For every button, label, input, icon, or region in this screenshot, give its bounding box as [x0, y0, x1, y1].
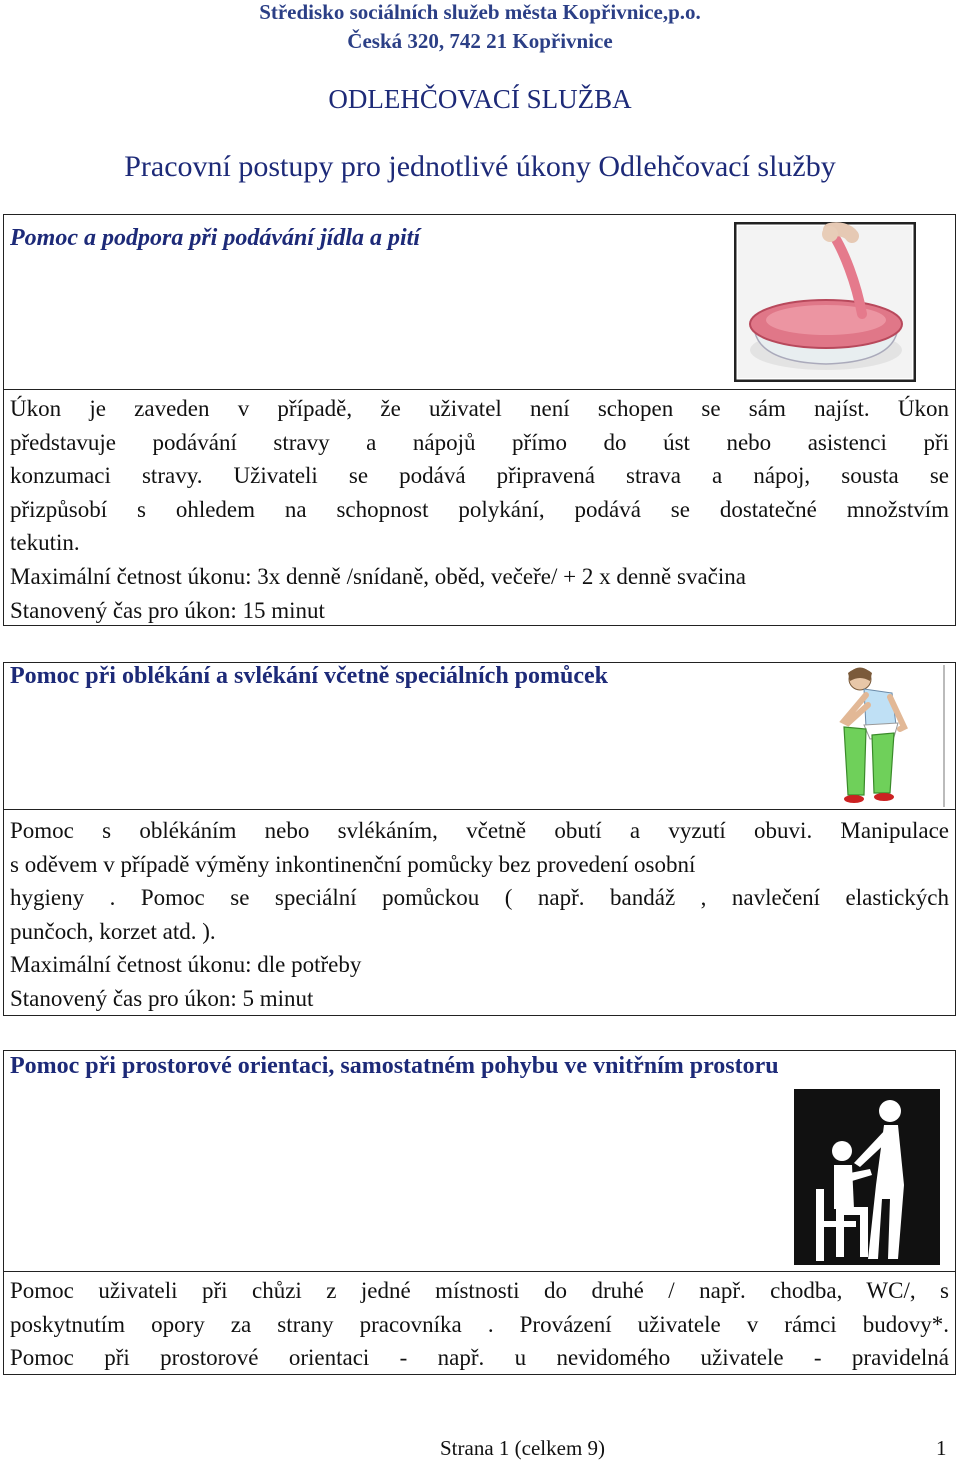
- frequency-text: Maximální četnost úkonu: dle potřeby: [10, 952, 362, 978]
- text-line: hygieny . Pomoc se speciální pomůckou ( např. bandáž , navlečení elastických: [10, 885, 949, 911]
- page-label: Strana 1 (celkem 9): [440, 1436, 606, 1460]
- text-line: přizpůsobí s ohledem na schopnost polykání, podává se dostatečné množstvím: [10, 496, 949, 522]
- section-orientation-body: [3, 1272, 956, 1375]
- text-line: představuje podávání stravy a nápojů přímo do úst nebo asistenci při: [10, 429, 949, 455]
- text-line: Pomoc uživateli při chůzi z jedné místnosti do druhé / např. chodba, WC/, s: [10, 1278, 949, 1303]
- time-text: Stanovený čas pro úkon: 15 minut: [10, 597, 325, 623]
- section-feeding-body: [3, 390, 956, 626]
- section-title: Pomoc a podpora při podávání jídla a pití: [10, 225, 421, 251]
- assist-pictogram-image: [794, 1089, 940, 1265]
- organization-address: Česká 320, 742 21 Kopřivnice: [347, 29, 613, 53]
- section-dressing-header: [3, 662, 956, 810]
- text-line: konzumaci stravy. Uživateli se podává připravená strava a nápoj, sousta se: [10, 463, 949, 489]
- text-line: punčoch, korzet atd. ).: [10, 918, 216, 944]
- section-title: Pomoc při prostorové orientaci, samostatném pohybu ve vnitřním prostoru: [10, 1053, 779, 1079]
- document-subtitle: Pracovní postupy pro jednotlivé úkony Odlehčovací služby: [124, 150, 836, 183]
- section-title: Pomoc při oblékání a svlékání včetně speciálních pomůcek: [10, 663, 609, 689]
- text-line: Pomoc při prostorové orientaci - např. u nevidomého uživatele - pravidelná: [10, 1345, 949, 1371]
- document-title: ODLEHČOVACÍ SLUŽBA: [328, 84, 632, 114]
- page-number: 1: [936, 1436, 947, 1460]
- feeding-bowl-image: [734, 222, 916, 382]
- text-line: Úkon je zaveden v případě, že uživatel není schopen se sám najíst. Úkon: [10, 396, 949, 421]
- time-text: Stanovený čas pro úkon: 5 minut: [10, 985, 314, 1011]
- section-orientation-header: [3, 1050, 956, 1272]
- section-feeding-header: [3, 214, 956, 390]
- text-line: s oděvem v případě výměny inkontinenční pomůcky bez provedení osobní: [10, 851, 696, 877]
- text-line: Pomoc s oblékáním nebo svlékáním, včetně obutí a vyzutí obuvi. Manipulace: [10, 818, 949, 843]
- frequency-text: Maximální četnost úkonu: 3x denně /snídaně, oběd, večeře/ + 2 x denně svačina: [10, 563, 746, 589]
- section-dressing-body: [3, 810, 956, 1016]
- text-line: poskytnutím opory za strany pracovníka . Provázení uživatele v rámci budovy*.: [10, 1311, 949, 1337]
- text-line: tekutin.: [10, 530, 80, 556]
- person-dressing-image: [830, 665, 946, 807]
- organization-name: Středisko sociálních služeb města Kopřivnice,p.o.: [259, 0, 701, 24]
